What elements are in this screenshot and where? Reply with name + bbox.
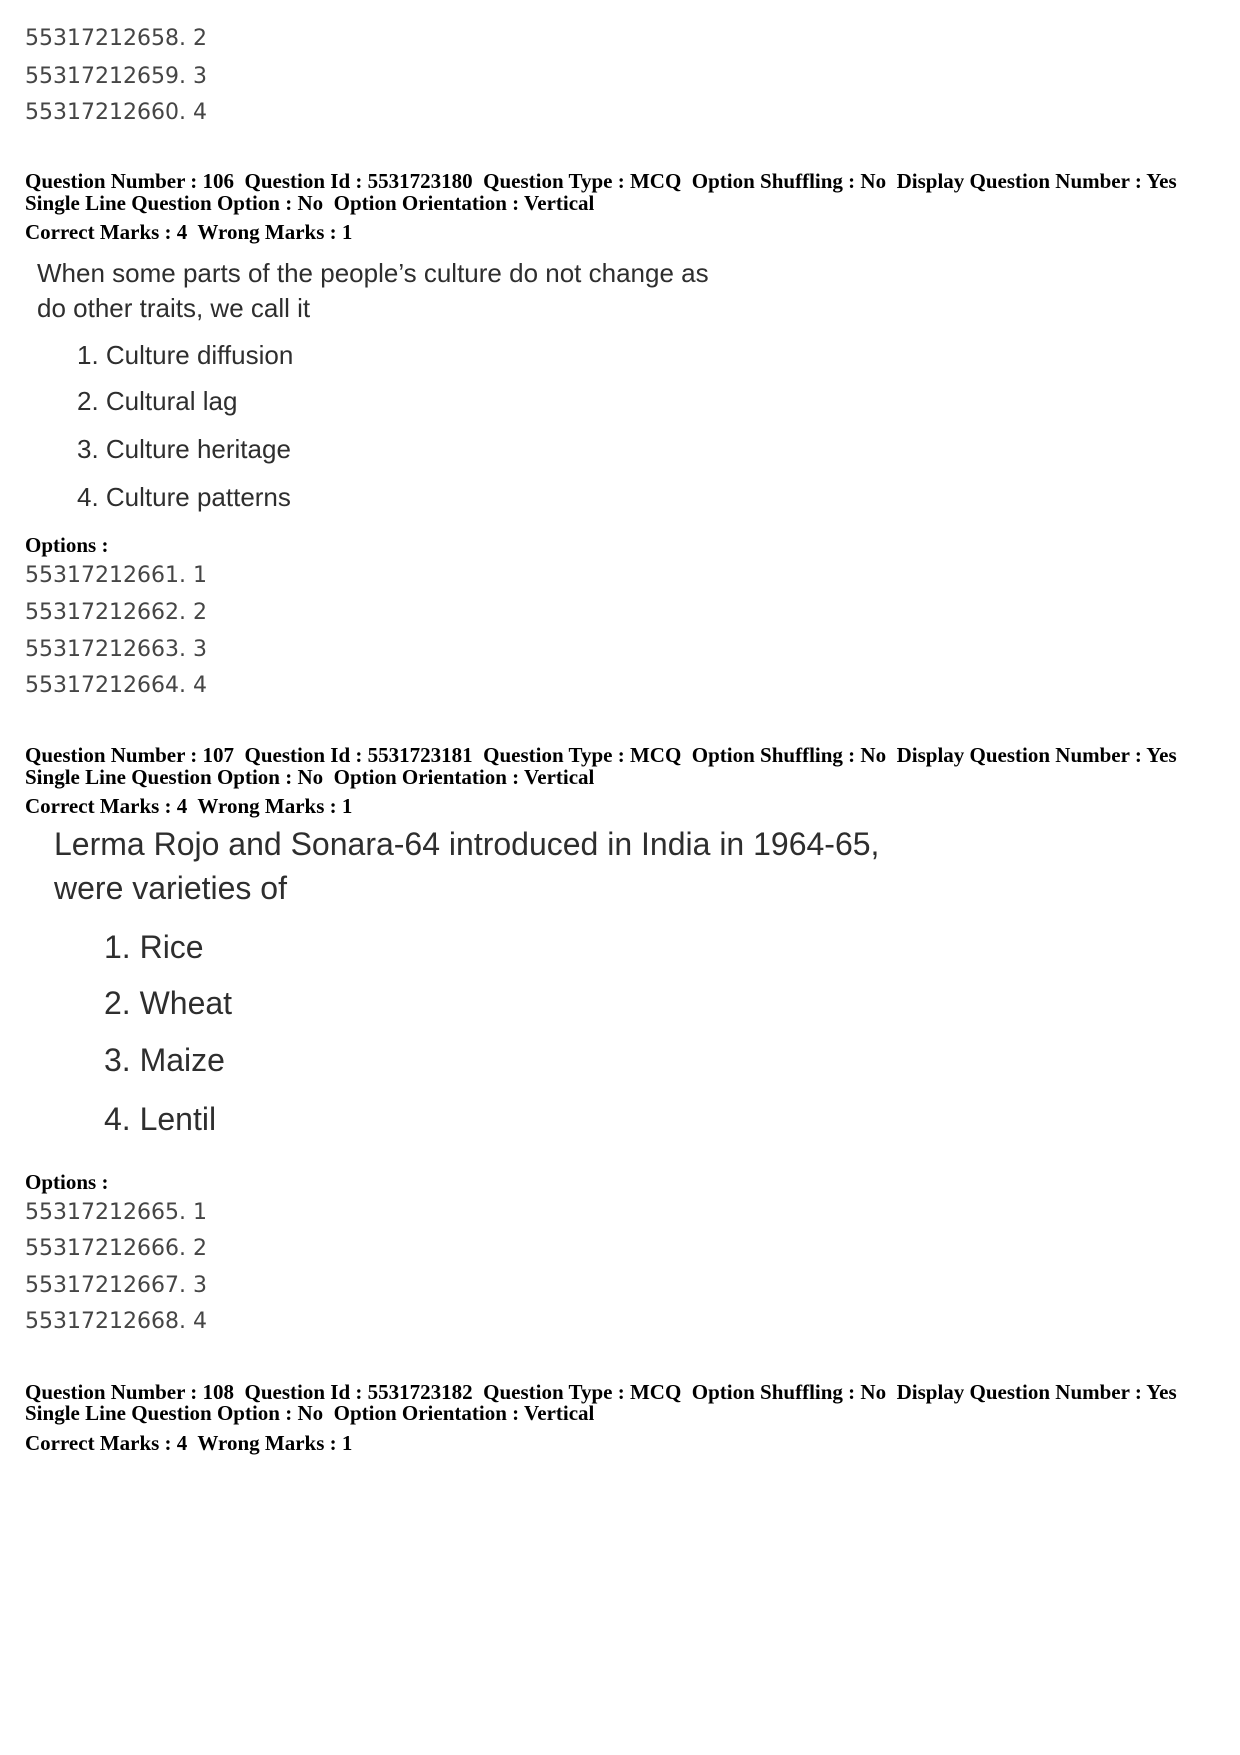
answer-choice: 1. Rice: [104, 929, 204, 965]
question-text-line: were varieties of: [54, 870, 287, 906]
question-text-line: When some parts of the people’s culture do not change as: [37, 258, 709, 288]
answer-choice: 3. Culture heritage: [77, 434, 291, 464]
option-id-line: 55317212662. 2: [25, 600, 207, 625]
answer-choice: 1. Culture diffusion: [77, 340, 294, 370]
answer-choice: 4. Lentil: [104, 1101, 217, 1137]
question-header-line: Question Number : 108 Question Id : 5531723182 Question Type : MCQ Option Shuffling : No Display Question Number : Yes: [25, 1380, 1177, 1404]
option-id-line: 55317212664. 4: [25, 673, 207, 698]
question-text-line: do other traits, we call it: [37, 293, 311, 323]
question-text-line: Lerma Rojo and Sonara-64 introduced in India in 1964-65,: [54, 826, 880, 862]
option-id-line: 55317212666. 2: [25, 1236, 207, 1261]
option-id-line: 55317212663. 3: [25, 637, 207, 662]
option-id-line: 55317212668. 4: [25, 1309, 207, 1334]
question-meta-line: Single Line Question Option : No Option Orientation : Vertical: [25, 765, 595, 789]
question-meta-line: Single Line Question Option : No Option Orientation : Vertical: [25, 1401, 595, 1425]
answer-choice: 4. Culture patterns: [77, 482, 291, 512]
options-label: Options :: [25, 533, 109, 557]
marks-line: Correct Marks : 4 Wrong Marks : 1: [25, 1431, 353, 1455]
option-id-line: 55317212658. 2: [25, 26, 207, 51]
option-id-line: 55317212665. 1: [25, 1200, 207, 1225]
marks-line: Correct Marks : 4 Wrong Marks : 1: [25, 220, 353, 244]
question-header-line: Question Number : 106 Question Id : 5531723180 Question Type : MCQ Option Shuffling : No Display Question Number : Yes: [25, 169, 1177, 193]
option-id-line: 55317212659. 3: [25, 64, 207, 89]
question-header-line: Question Number : 107 Question Id : 5531723181 Question Type : MCQ Option Shuffling : No Display Question Number : Yes: [25, 743, 1177, 767]
option-id-line: 55317212660. 4: [25, 100, 207, 125]
options-label: Options :: [25, 1170, 109, 1194]
answer-choice: 2. Cultural lag: [77, 386, 238, 416]
option-id-line: 55317212661. 1: [25, 563, 207, 588]
option-id-line: 55317212667. 3: [25, 1273, 207, 1298]
answer-choice: 3. Maize: [104, 1042, 225, 1078]
question-meta-line: Single Line Question Option : No Option Orientation : Vertical: [25, 191, 595, 215]
marks-line: Correct Marks : 4 Wrong Marks : 1: [25, 794, 353, 818]
answer-choice: 2. Wheat: [104, 985, 233, 1021]
